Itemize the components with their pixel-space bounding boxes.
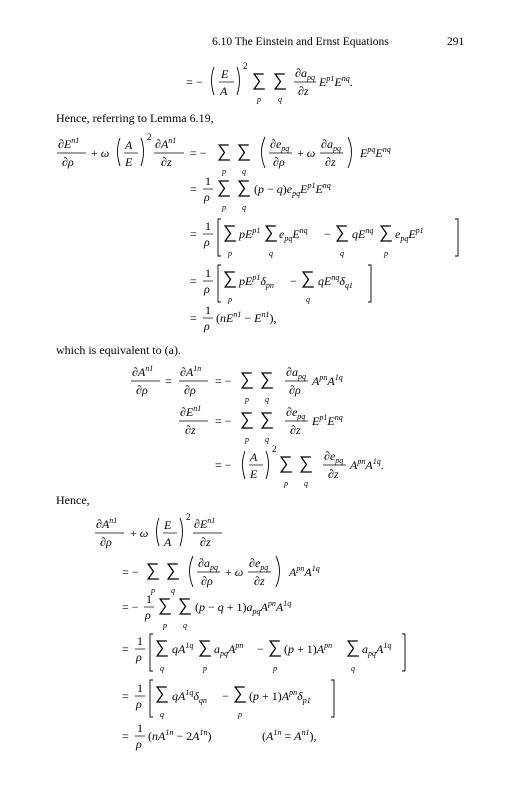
svg-text:∂z: ∂z xyxy=(161,155,172,169)
svg-text:∂An1: $\partial A^{n1}$ xyxy=(155,136,177,151)
svg-text:ρ: ρ xyxy=(204,190,210,204)
equation-line-1 xyxy=(186,61,353,104)
svg-text:ApnA1q: $A^{pn}A^{1q}$ xyxy=(312,373,343,388)
svg-text:∂A1n: $\partial A^{1n}$ xyxy=(180,364,202,379)
svg-text:=: = xyxy=(122,689,129,703)
svg-text:ApnA1q.: $A^{pn}A^{1q}$. xyxy=(350,457,384,472)
svg-text:qA1qδqn: $qA^{1q}\delta_{qn}$ xyxy=(172,688,207,705)
svg-text:∂En1: $\partial E^{n1}$ xyxy=(58,136,80,151)
svg-text:q: q xyxy=(242,203,246,212)
block-2-line-2 xyxy=(179,404,343,444)
svg-text:−: − xyxy=(290,274,297,288)
svg-text:∂z: ∂z xyxy=(200,535,211,549)
svg-text:qEnq: $qE^{nq}$ xyxy=(352,226,374,241)
svg-text:2: 2 xyxy=(243,61,248,71)
svg-text:p: p xyxy=(151,586,155,595)
svg-text:2: 2 xyxy=(147,132,152,142)
svg-text:∂z: ∂z xyxy=(328,467,339,481)
svg-text:qA1q: $qA^{1q}$ xyxy=(172,641,194,656)
svg-text:pEp1δpn: $pE^{p1}\delta_{pn}$ xyxy=(239,273,274,290)
svg-text:q: q xyxy=(269,249,273,258)
svg-text:+ ω: + ω xyxy=(225,565,244,579)
svg-text:∂ρ: ∂ρ xyxy=(100,535,112,549)
block-2-line-3 xyxy=(215,444,384,488)
svg-text:epqEp1: $e_{pq}E^{p1}$ xyxy=(395,226,424,243)
svg-text:p: p xyxy=(222,167,226,176)
equation-block-3 xyxy=(95,512,405,751)
svg-text:A: A xyxy=(164,535,172,549)
svg-text:=: = xyxy=(122,642,129,656)
page-number: 291 xyxy=(447,36,465,48)
svg-text:epqEnq: $e_{pq}E^{nq}$ xyxy=(279,226,308,243)
svg-text:(p + 1)Apn: $(p + 1)A^{pn}$ xyxy=(284,641,333,656)
svg-text:∂An1: $\partial A^{n1}$ xyxy=(96,516,118,531)
svg-text:∂epq: $\partial e_{pq}$ xyxy=(270,137,290,153)
svg-text:q: q xyxy=(242,167,246,176)
svg-text:p: p xyxy=(228,295,232,304)
svg-text:= −: = − xyxy=(215,458,232,472)
svg-text:p: p xyxy=(163,621,167,630)
svg-text:q: q xyxy=(340,249,344,258)
svg-text:1: 1 xyxy=(205,303,211,317)
svg-text:EpqEnq: $E^{pq}E^{nq}$ xyxy=(360,145,391,160)
svg-text:∂ρ: ∂ρ xyxy=(62,155,74,169)
block-3-step-3 xyxy=(122,634,405,673)
block-3-step-2 xyxy=(122,592,291,630)
svg-text:(p + 1)Apnδp1: $(p + 1)A^{pn}\delta_{p1}$ xyxy=(249,688,311,705)
svg-text:∂epq: $\partial e_{pq}$ xyxy=(324,449,344,465)
svg-text:=: = xyxy=(190,227,197,241)
svg-text:∂z: ∂z xyxy=(254,574,265,588)
svg-text:∂apq: $\partial a_{pq}$ xyxy=(198,556,218,572)
svg-text:+ ω: + ω xyxy=(130,526,149,540)
svg-text:q: q xyxy=(278,95,282,104)
svg-text:p: p xyxy=(257,95,261,104)
svg-text:= −: = − xyxy=(122,600,139,614)
svg-text:A: A xyxy=(125,138,133,152)
svg-text:E: E xyxy=(250,467,258,481)
svg-text:q: q xyxy=(306,295,310,304)
svg-text:∂En1: $\partial E^{n1}$ xyxy=(180,404,202,419)
svg-text:1: 1 xyxy=(205,219,211,233)
block-1-step-2 xyxy=(190,174,331,212)
svg-text:ρ: ρ xyxy=(136,697,142,711)
svg-text:p: p xyxy=(384,249,388,258)
svg-text:A: A xyxy=(220,84,228,98)
svg-text:=: = xyxy=(122,729,129,743)
svg-text:p: p xyxy=(228,249,232,258)
svg-text:−: − xyxy=(257,642,264,656)
svg-text:p: p xyxy=(245,395,249,404)
svg-text:∂ρ: ∂ρ xyxy=(201,574,213,588)
svg-text:∂ρ: ∂ρ xyxy=(136,383,148,397)
svg-text:= −: = − xyxy=(215,414,232,428)
svg-text:p: p xyxy=(238,710,242,719)
block-1-step-4 xyxy=(190,265,371,304)
svg-text:q: q xyxy=(265,435,269,444)
svg-text:q: q xyxy=(351,664,355,673)
svg-text:=: = xyxy=(165,374,172,388)
svg-text:∂epq: $\partial e_{pq}$ xyxy=(249,556,269,572)
svg-text:ρ: ρ xyxy=(204,319,210,333)
svg-text:ApnA1q: $A^{pn}A^{1q}$ xyxy=(289,564,320,579)
svg-text:(p − q)epqEp1Enq: $(p - q)e_{pq}E^{p1}E^{nq}$ xyxy=(254,181,331,198)
svg-text:p: p xyxy=(245,435,249,444)
svg-text:∂ρ: ∂ρ xyxy=(273,155,285,169)
svg-text:ρ: ρ xyxy=(204,282,210,296)
svg-text:A: A xyxy=(250,450,258,464)
svg-text:q: q xyxy=(265,395,269,404)
svg-text:q: q xyxy=(160,710,164,719)
svg-text:1: 1 xyxy=(205,266,211,280)
block-2-line-1 xyxy=(131,364,343,404)
svg-text:1: 1 xyxy=(137,721,143,735)
svg-text:∂apq: $\partial a_{pq}$ xyxy=(286,365,306,381)
equation-block-2 xyxy=(131,364,384,488)
svg-text:2: 2 xyxy=(186,512,191,522)
svg-text:1: 1 xyxy=(137,634,143,648)
svg-text:2: 2 xyxy=(272,444,277,454)
svg-text:∂An1: $\partial A^{n1}$ xyxy=(132,364,154,379)
svg-text:∂z: ∂z xyxy=(325,155,336,169)
svg-text:∂z: ∂z xyxy=(290,423,301,437)
svg-text:+ ω: + ω xyxy=(91,146,110,160)
svg-text:ρ: ρ xyxy=(136,650,142,664)
svg-text:p: p xyxy=(222,203,226,212)
svg-text:apqA1q: $a_{pq}A^{1q}$ xyxy=(362,641,392,658)
svg-text:∂apq: $\partial a_{pq}$ xyxy=(295,66,315,82)
svg-text:1: 1 xyxy=(137,681,143,695)
svg-text:E: E xyxy=(125,155,133,169)
svg-text:(nEn1 − En1),: $(nE^{n1} - E^{n1})$, xyxy=(216,310,277,325)
svg-text:= −: = − xyxy=(186,75,203,89)
paragraph-hence: Hence, xyxy=(56,493,90,507)
svg-text:∂ρ: ∂ρ xyxy=(289,383,301,397)
svg-text:(nA1n − 2A1n): $(nA^{1n} - 2A^{1n})$ xyxy=(148,728,212,743)
svg-text:q: q xyxy=(183,621,187,630)
svg-text:ρ: ρ xyxy=(204,235,210,249)
svg-text:(p − q + 1)apqApnA1q: $(p - q + 1)a_{pq}A^{pn}A^{1q}$ xyxy=(195,599,292,616)
svg-text:= −: = − xyxy=(190,146,207,160)
svg-text:−: − xyxy=(222,689,229,703)
svg-text:= −: = − xyxy=(215,374,232,388)
section-title: 6.10 The Einstein and Ernst Equations xyxy=(212,36,389,48)
svg-text:Ep1Enq.: $E^{p1}E^{nq}$. xyxy=(319,74,353,89)
svg-text:∂epq: $\partial e_{pq}$ xyxy=(286,405,306,421)
svg-text:−: − xyxy=(324,227,331,241)
block-3-lhs xyxy=(95,512,222,549)
svg-text:=: = xyxy=(190,311,197,325)
block-1-step-5 xyxy=(190,303,276,333)
svg-text:E: E xyxy=(164,518,172,532)
svg-text:1: 1 xyxy=(146,592,152,606)
svg-text:∂En1: $\partial E^{n1}$ xyxy=(194,516,216,531)
svg-text:p: p xyxy=(284,479,288,488)
svg-text:ρ: ρ xyxy=(145,608,151,622)
block-3-step-4 xyxy=(122,680,334,719)
svg-text:apqApn: $a_{pq}A^{pn}$ xyxy=(214,641,244,658)
svg-text:1: 1 xyxy=(205,174,211,188)
svg-text:q: q xyxy=(160,664,164,673)
svg-text:(A1n = An1),: $(A^{1n} = A^{n1})$, xyxy=(262,728,317,743)
svg-text:∂ρ: ∂ρ xyxy=(184,383,196,397)
svg-text:ρ: ρ xyxy=(136,737,142,751)
block-3-step-5 xyxy=(122,721,316,751)
svg-text:∂apq: $\partial a_{pq}$ xyxy=(321,137,341,153)
paragraph-equivalent: which is equivalent to (a). xyxy=(56,343,181,357)
svg-text:Ep1Enq: $E^{p1}E^{nq}$ xyxy=(312,413,343,428)
svg-text:= −: = − xyxy=(122,565,139,579)
svg-text:pEp1: $pE^{p1}$ xyxy=(239,226,261,241)
svg-text:∂z: ∂z xyxy=(298,84,309,98)
svg-text:p: p xyxy=(203,664,207,673)
paragraph-intro: Hence, referring to Lemma 6.19, xyxy=(56,111,214,125)
block-3-step-1 xyxy=(122,556,320,595)
svg-text:q: q xyxy=(171,586,175,595)
svg-text:∂z: ∂z xyxy=(185,423,196,437)
block-1-step-3 xyxy=(190,219,458,258)
svg-text:p: p xyxy=(273,664,277,673)
svg-text:+ ω: + ω xyxy=(297,146,316,160)
svg-text:E: E xyxy=(221,67,229,81)
equation-block-1 xyxy=(57,132,458,333)
svg-text:q: q xyxy=(304,479,308,488)
svg-text:=: = xyxy=(190,182,197,196)
svg-text:=: = xyxy=(190,274,197,288)
svg-text:qEnqδq1: $qE^{nq}\delta_{q1}$ xyxy=(318,273,353,290)
